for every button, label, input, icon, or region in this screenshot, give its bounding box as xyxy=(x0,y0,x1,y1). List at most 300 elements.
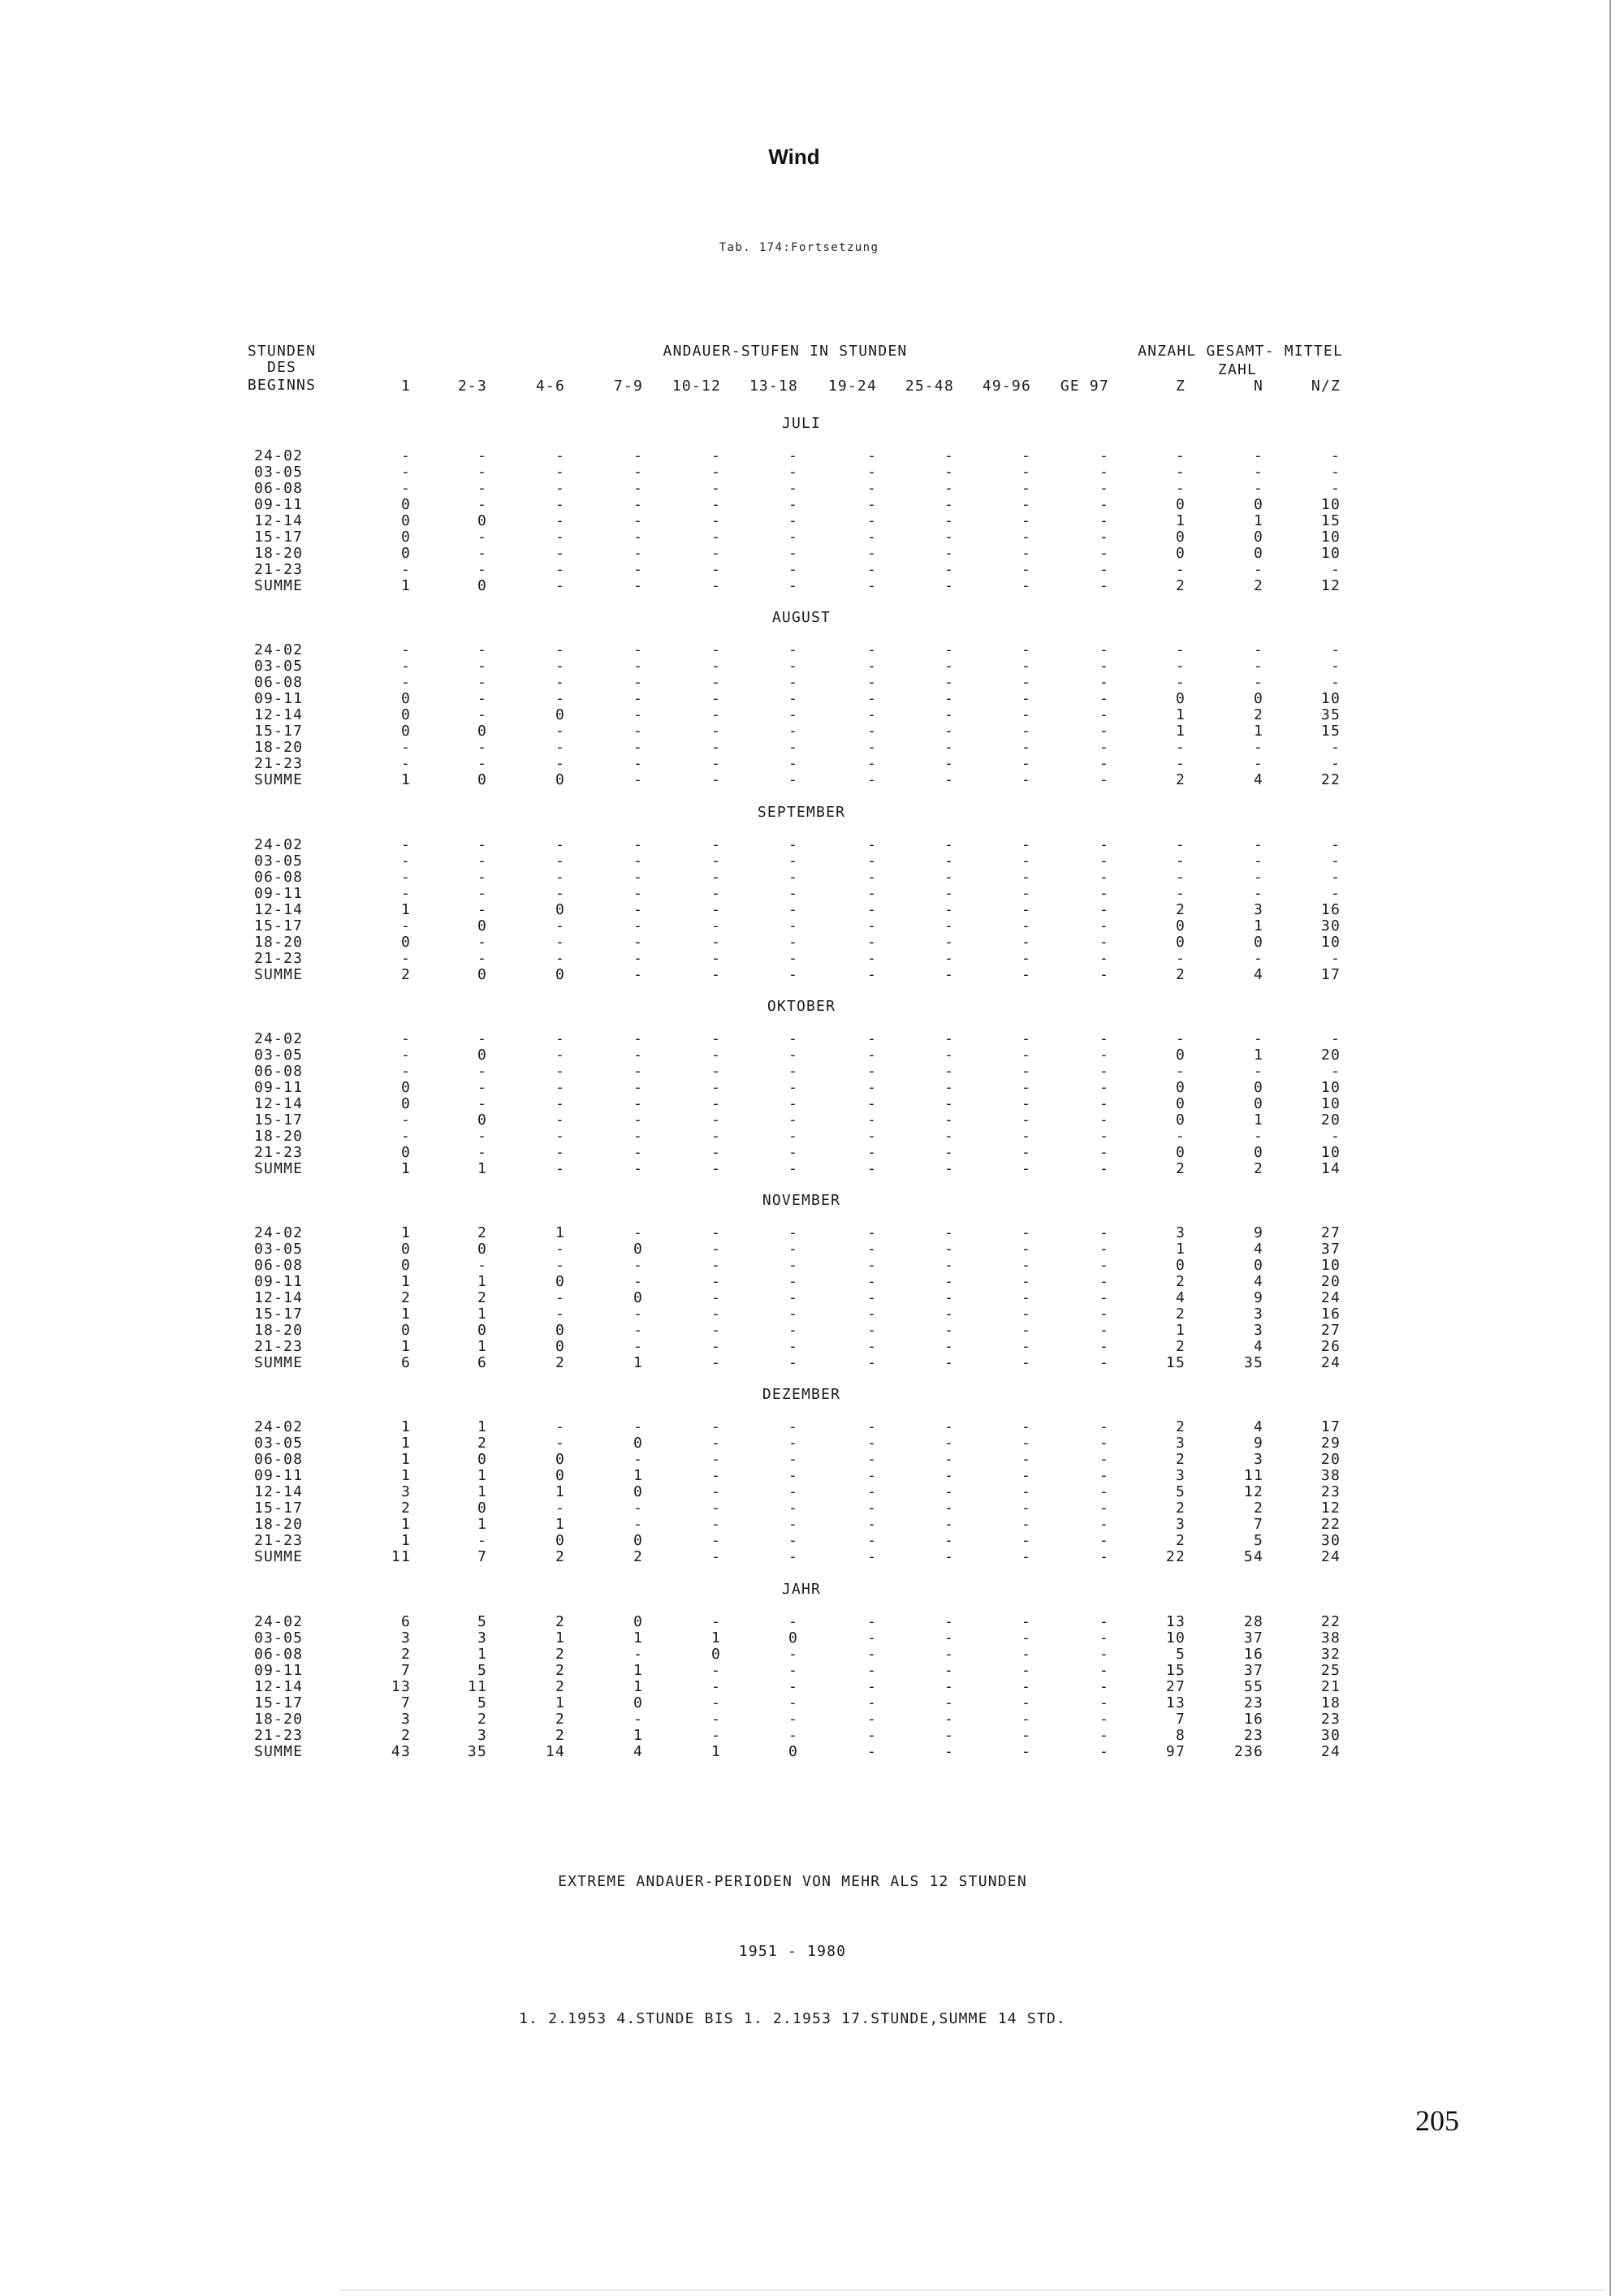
dur-19-24-cell: - xyxy=(866,1159,877,1177)
dur-7-9-cell: - xyxy=(633,480,643,497)
dur-7-9-cell: - xyxy=(633,852,643,870)
row-label: SUMME xyxy=(254,965,304,983)
dur-25-48-cell: - xyxy=(944,1435,954,1452)
dur-2-3-cell: 0 xyxy=(477,723,487,740)
dur-49-96-cell: - xyxy=(1021,1726,1031,1744)
table-row xyxy=(0,675,1624,691)
dur-1-cell: 0 xyxy=(400,1257,411,1275)
dur-13-18-cell: - xyxy=(788,1143,798,1161)
dur-10-12-cell: - xyxy=(710,949,721,967)
dur-2-3-cell: - xyxy=(477,641,487,659)
dur-7-9-cell: - xyxy=(633,706,643,724)
dur-2-3-cell: - xyxy=(477,496,487,513)
mittel-nz-cell: 17 xyxy=(1320,1418,1341,1436)
dur-ge-97-cell: - xyxy=(1099,739,1109,757)
row-header-line-2: DES xyxy=(266,359,297,376)
anzahl-z-cell: - xyxy=(1175,949,1186,967)
dur-10-12-cell: - xyxy=(710,545,721,562)
dur-19-24-cell: - xyxy=(866,739,877,757)
dur-19-24-cell: - xyxy=(866,641,877,659)
dur-2-3-cell: - xyxy=(477,1062,487,1080)
table-row xyxy=(0,756,1624,772)
dur-7-9-cell: - xyxy=(633,545,643,562)
dur-19-24-cell: - xyxy=(866,949,877,967)
dur-10-12-cell: - xyxy=(710,723,721,740)
table-row xyxy=(0,513,1624,529)
dur-7-9-cell: - xyxy=(633,771,643,789)
dur-19-24-cell: - xyxy=(866,755,877,773)
dur-13-18-cell: - xyxy=(788,706,798,724)
dur-ge-97-cell: - xyxy=(1099,723,1109,740)
dur-ge-97-cell: - xyxy=(1099,577,1109,594)
dur-10-12-cell: - xyxy=(710,1467,721,1485)
dur-2-3-cell: 0 xyxy=(477,1111,487,1129)
dur-2-3-cell: 11 xyxy=(467,1677,487,1695)
dur-1-cell: - xyxy=(400,1062,411,1080)
table-row xyxy=(0,707,1624,723)
gesamt-n-cell: 3 xyxy=(1253,1306,1263,1323)
row-label: 09-11 xyxy=(254,496,304,513)
gesamt-n-cell: 0 xyxy=(1253,496,1263,513)
row-label: 21-23 xyxy=(254,1532,304,1550)
row-label: 24-02 xyxy=(254,835,304,853)
dur-19-24-cell: - xyxy=(866,1435,877,1452)
dur-19-24-cell: - xyxy=(866,1306,877,1323)
dur-2-3-cell: - xyxy=(477,933,487,951)
dur-25-48-cell: - xyxy=(944,1224,954,1242)
dur-ge-97-cell: - xyxy=(1099,1046,1109,1064)
dur-7-9-cell: - xyxy=(633,690,643,708)
dur-19-24-cell: - xyxy=(866,529,877,546)
section-title: NOVEMBER xyxy=(762,1192,841,1210)
dur-49-96-cell: - xyxy=(1021,1467,1031,1485)
mittel-nz-cell: 20 xyxy=(1320,1046,1341,1064)
table-row xyxy=(0,1452,1624,1468)
mittel-nz-cell: 10 xyxy=(1320,1094,1341,1112)
dur-13-18-cell: - xyxy=(788,1516,798,1534)
mittel-nz-cell: 16 xyxy=(1320,1306,1341,1323)
dur-1-cell: 11 xyxy=(391,1548,411,1566)
dur-25-48-cell: - xyxy=(944,1338,954,1356)
dur-2-3-cell: - xyxy=(477,900,487,918)
dur-4-6-cell: - xyxy=(555,1046,565,1064)
dur-13-18-cell: - xyxy=(788,1111,798,1129)
dur-4-6-cell: 0 xyxy=(555,1451,565,1469)
mittel-nz-cell: 14 xyxy=(1320,1159,1341,1177)
dur-10-12-cell: - xyxy=(710,447,721,464)
gesamt-n-cell: 3 xyxy=(1253,900,1263,918)
anzahl-z-cell: 5 xyxy=(1175,1645,1186,1663)
dur-19-24-cell: - xyxy=(866,1078,877,1096)
dur-25-48-cell: - xyxy=(944,529,954,546)
dur-4-6-cell: - xyxy=(555,1127,565,1145)
dur-2-3-cell: 7 xyxy=(477,1548,487,1566)
dur-13-18-cell: - xyxy=(788,1612,798,1630)
dur-49-96-cell: - xyxy=(1021,1338,1031,1356)
dur-19-24-cell: - xyxy=(866,1046,877,1064)
dur-10-12-cell: - xyxy=(710,464,721,481)
gesamt-n-cell: - xyxy=(1253,1062,1263,1080)
dur-7-9-cell: 1 xyxy=(633,1629,643,1646)
dur-25-48-cell: - xyxy=(944,512,954,529)
dur-4-6-cell: - xyxy=(555,933,565,951)
dur-4-6-cell: - xyxy=(555,1241,565,1258)
dur-19-24-cell: - xyxy=(866,1094,877,1112)
dur-13-18-cell: - xyxy=(788,1257,798,1275)
dur-25-48-cell: - xyxy=(944,447,954,464)
mittel-nz-cell: 10 xyxy=(1320,1078,1341,1096)
table-sum-row xyxy=(0,578,1624,594)
dur-7-9-cell: - xyxy=(633,917,643,934)
dur-ge-97-cell: - xyxy=(1099,1338,1109,1356)
dur-1-cell: 3 xyxy=(400,1483,411,1501)
dur-1-cell: 6 xyxy=(400,1612,411,1630)
dur-19-24-cell: - xyxy=(866,1742,877,1760)
row-label: 09-11 xyxy=(254,1661,304,1679)
dur-2-3-cell: 2 xyxy=(477,1289,487,1307)
anzahl-z-cell: - xyxy=(1175,739,1186,757)
table-row xyxy=(0,1533,1624,1549)
row-label: 03-05 xyxy=(254,464,304,481)
dur-25-48-cell: - xyxy=(944,1645,954,1663)
dur-1-cell: 13 xyxy=(391,1677,411,1695)
dur-ge-97-cell: - xyxy=(1099,1467,1109,1485)
dur-7-9-cell: - xyxy=(633,1338,643,1356)
dur-ge-97-cell: - xyxy=(1099,868,1109,886)
dur-13-18-cell: - xyxy=(788,1224,798,1242)
dur-7-9-cell: - xyxy=(633,1710,643,1728)
gesamt-n-cell: - xyxy=(1253,674,1263,692)
table-row xyxy=(0,546,1624,562)
table-sum-row xyxy=(0,1744,1624,1760)
anzahl-z-cell: 1 xyxy=(1175,1241,1186,1258)
table-row xyxy=(0,1145,1624,1161)
dur-ge-97-cell: - xyxy=(1099,1548,1109,1566)
dur-4-6-cell: - xyxy=(555,1289,565,1307)
dur-2-3-cell: - xyxy=(477,739,487,757)
dur-25-48-cell: - xyxy=(944,949,954,967)
table-row xyxy=(0,1112,1624,1129)
dur-1-cell: - xyxy=(400,464,411,481)
dur-ge-97-cell: - xyxy=(1099,949,1109,967)
anzahl-z-cell: - xyxy=(1175,1029,1186,1047)
dur-7-9-cell: - xyxy=(633,1029,643,1047)
dur-13-18-cell: - xyxy=(788,1418,798,1436)
anzahl-z-cell: 2 xyxy=(1175,771,1186,789)
dur-7-9-cell: - xyxy=(633,1111,643,1129)
mittel-nz-cell: - xyxy=(1330,480,1341,497)
dur-25-48-cell: - xyxy=(944,1532,954,1550)
dur-49-96-cell: - xyxy=(1021,1418,1031,1436)
anzahl-z-cell: 2 xyxy=(1175,965,1186,983)
anzahl-z-cell: 2 xyxy=(1175,1500,1186,1517)
anzahl-z-cell: - xyxy=(1175,480,1186,497)
table-row xyxy=(0,951,1624,967)
dur-49-96-cell: - xyxy=(1021,1306,1031,1323)
dur-19-24-cell: - xyxy=(866,690,877,708)
dur-2-3-cell: 0 xyxy=(477,1500,487,1517)
gesamt-n-cell: - xyxy=(1253,561,1263,578)
anzahl-z-cell: 1 xyxy=(1175,723,1186,740)
dur-2-3-cell: - xyxy=(477,464,487,481)
dur-ge-97-cell: - xyxy=(1099,1143,1109,1161)
dur-10-12-cell: - xyxy=(710,1322,721,1340)
dur-ge-97-cell: - xyxy=(1099,658,1109,675)
dur-10-12-cell: - xyxy=(710,480,721,497)
dur-25-48-cell: - xyxy=(944,1629,954,1646)
dur-2-3-cell: 1 xyxy=(477,1418,487,1436)
dur-7-9-cell: - xyxy=(633,1159,643,1177)
dur-7-9-cell: - xyxy=(633,723,643,740)
dur-2-3-cell: 3 xyxy=(477,1726,487,1744)
dur-4-6-cell: - xyxy=(555,835,565,853)
mittel-nz-cell: 32 xyxy=(1320,1645,1341,1663)
dur-19-24-cell: - xyxy=(866,1710,877,1728)
table-row xyxy=(0,1031,1624,1047)
dur-ge-97-cell: - xyxy=(1099,917,1109,934)
dur-49-96-cell: - xyxy=(1021,1500,1031,1517)
dur-ge-97-cell: - xyxy=(1099,1257,1109,1275)
dur-13-18-cell: - xyxy=(788,917,798,934)
dur-19-24-cell: - xyxy=(866,1500,877,1517)
mittel-nz-cell: 24 xyxy=(1320,1548,1341,1566)
row-label: 06-08 xyxy=(254,868,304,886)
dur-49-96-cell: - xyxy=(1021,690,1031,708)
dur-25-48-cell: - xyxy=(944,1029,954,1047)
dur-25-48-cell: - xyxy=(944,1111,954,1129)
dur-19-24-cell: - xyxy=(866,1224,877,1242)
table-row xyxy=(0,1306,1624,1323)
table-row xyxy=(0,1630,1624,1646)
column-headers xyxy=(0,378,1624,395)
dur-25-48-cell: - xyxy=(944,755,954,773)
dur-1-cell: 1 xyxy=(400,1435,411,1452)
dur-1-cell: - xyxy=(400,658,411,675)
dur-13-18-cell: - xyxy=(788,1078,798,1096)
dur-4-6-cell: 0 xyxy=(555,1338,565,1356)
dur-10-12-cell: - xyxy=(710,917,721,934)
row-label: 24-02 xyxy=(254,1029,304,1047)
dur-1-cell: 1 xyxy=(400,771,411,789)
dur-25-48-cell: - xyxy=(944,1306,954,1323)
row-label: 12-14 xyxy=(254,1483,304,1501)
table-row xyxy=(0,562,1624,578)
table-row xyxy=(0,1695,1624,1711)
table-row xyxy=(0,853,1624,870)
dur-25-48-cell: - xyxy=(944,1742,954,1760)
dur-2-3-cell: - xyxy=(477,868,487,886)
table-row xyxy=(0,1225,1624,1241)
table-sum-row xyxy=(0,772,1624,788)
extremes-entry: 1. 2.1953 4.STUNDE BIS 1. 2.1953 17.STUNDE,SUMME 14 STD. xyxy=(518,2010,1067,2027)
mittel-nz-cell: 24 xyxy=(1320,1289,1341,1307)
dur-ge-97-cell: - xyxy=(1099,965,1109,983)
dur-49-96-cell: - xyxy=(1021,464,1031,481)
row-label: 15-17 xyxy=(254,1500,304,1517)
dur-19-24-cell: - xyxy=(866,1661,877,1679)
extremes-period: 1951 - 1980 xyxy=(738,1943,847,1960)
dur-19-24-cell: - xyxy=(866,1062,877,1080)
dur-10-12-cell: - xyxy=(710,1677,721,1695)
table-row xyxy=(0,1080,1624,1096)
dur-10-12-cell: - xyxy=(710,1241,721,1258)
row-label: 12-14 xyxy=(254,706,304,724)
dur-4-6-cell: 2 xyxy=(555,1661,565,1679)
anzahl-z-cell: - xyxy=(1175,674,1186,692)
dur-1-cell: 7 xyxy=(400,1694,411,1711)
row-label: 09-11 xyxy=(254,690,304,708)
dur-49-96-cell: - xyxy=(1021,755,1031,773)
dur-49-96-cell: - xyxy=(1021,674,1031,692)
mittel-nz-cell: 20 xyxy=(1320,1111,1341,1129)
table-row xyxy=(0,1646,1624,1663)
dur-10-12-cell: - xyxy=(710,739,721,757)
dur-2-3-cell: - xyxy=(477,561,487,578)
dur-2-3-cell: - xyxy=(477,674,487,692)
dur-13-18-cell: - xyxy=(788,1094,798,1112)
dur-25-48-cell: - xyxy=(944,1046,954,1064)
gesamt-n-cell: 0 xyxy=(1253,1143,1263,1161)
dur-49-96-cell: - xyxy=(1021,1677,1031,1695)
row-label: 09-11 xyxy=(254,1467,304,1485)
anzahl-z-cell: 2 xyxy=(1175,1451,1186,1469)
dur-2-3-cell: 1 xyxy=(477,1483,487,1501)
dur-49-96-cell: - xyxy=(1021,884,1031,902)
row-label: 18-20 xyxy=(254,933,304,951)
dur-2-3-cell: 1 xyxy=(477,1273,487,1291)
table-row xyxy=(0,1711,1624,1728)
table-row xyxy=(0,1290,1624,1306)
row-label: 15-17 xyxy=(254,723,304,740)
mittel-nz-cell: 10 xyxy=(1320,933,1341,951)
dur-2-3-cell: 0 xyxy=(477,1241,487,1258)
dur-19-24-cell: - xyxy=(866,1548,877,1566)
column-header-dur-25-48: 25-48 xyxy=(905,378,954,395)
dur-49-96-cell: - xyxy=(1021,1435,1031,1452)
dur-25-48-cell: - xyxy=(944,1451,954,1469)
dur-1-cell: 0 xyxy=(400,1143,411,1161)
dur-4-6-cell: - xyxy=(555,561,565,578)
anzahl-z-cell: 13 xyxy=(1165,1612,1186,1630)
anzahl-z-cell: - xyxy=(1175,1062,1186,1080)
dur-13-18-cell: - xyxy=(788,1726,798,1744)
mittel-nz-cell: - xyxy=(1330,949,1341,967)
column-header-mittel-nz: N/Z xyxy=(1311,378,1341,395)
mittel-nz-cell: - xyxy=(1330,852,1341,870)
dur-2-3-cell: 0 xyxy=(477,577,487,594)
gesamt-n-cell: 1 xyxy=(1253,512,1263,529)
dur-4-6-cell: - xyxy=(555,723,565,740)
dur-7-9-cell: 1 xyxy=(633,1661,643,1679)
dur-1-cell: 0 xyxy=(400,529,411,546)
mittel-nz-cell: 23 xyxy=(1320,1710,1341,1728)
dur-7-9-cell: - xyxy=(633,835,643,853)
dur-13-18-cell: 0 xyxy=(788,1742,798,1760)
dur-13-18-cell: - xyxy=(788,1306,798,1323)
dur-4-6-cell: - xyxy=(555,641,565,659)
mittel-nz-cell: 12 xyxy=(1320,577,1341,594)
dur-25-48-cell: - xyxy=(944,545,954,562)
anzahl-z-cell: 0 xyxy=(1175,1111,1186,1129)
table-row xyxy=(0,1323,1624,1339)
dur-1-cell: 0 xyxy=(400,1094,411,1112)
dur-2-3-cell: - xyxy=(477,706,487,724)
row-label: 12-14 xyxy=(254,900,304,918)
dur-49-96-cell: - xyxy=(1021,1548,1031,1566)
dur-1-cell: 2 xyxy=(400,1289,411,1307)
row-label: 18-20 xyxy=(254,1516,304,1534)
dur-19-24-cell: - xyxy=(866,933,877,951)
dur-4-6-cell: 2 xyxy=(555,1677,565,1695)
dur-ge-97-cell: - xyxy=(1099,1612,1109,1630)
dur-19-24-cell: - xyxy=(866,464,877,481)
mittel-nz-cell: 17 xyxy=(1320,965,1341,983)
dur-7-9-cell: - xyxy=(633,1143,643,1161)
anzahl-z-cell: - xyxy=(1175,561,1186,578)
table-row xyxy=(0,448,1624,464)
dur-13-18-cell: - xyxy=(788,1694,798,1711)
dur-13-18-cell: - xyxy=(788,1046,798,1064)
dur-1-cell: 1 xyxy=(400,1451,411,1469)
dur-4-6-cell: - xyxy=(555,577,565,594)
dur-49-96-cell: - xyxy=(1021,561,1031,578)
dur-25-48-cell: - xyxy=(944,723,954,740)
mittel-nz-cell: - xyxy=(1330,739,1341,757)
dur-13-18-cell: - xyxy=(788,1661,798,1679)
mittel-nz-cell: 10 xyxy=(1320,529,1341,546)
table-row xyxy=(0,934,1624,951)
dur-1-cell: 0 xyxy=(400,690,411,708)
dur-10-12-cell: - xyxy=(710,965,721,983)
dur-13-18-cell: - xyxy=(788,755,798,773)
dur-1-cell: 1 xyxy=(400,900,411,918)
column-header-dur-1: 1 xyxy=(400,378,411,395)
dur-25-48-cell: - xyxy=(944,1241,954,1258)
mittel-nz-cell: 10 xyxy=(1320,1257,1341,1275)
dur-49-96-cell: - xyxy=(1021,868,1031,886)
gesamt-n-cell: 3 xyxy=(1253,1451,1263,1469)
gesamt-n-cell: 35 xyxy=(1243,1354,1263,1372)
stats-subheader: ZAHL xyxy=(1217,361,1258,378)
gesamt-n-cell: 0 xyxy=(1253,1257,1263,1275)
gesamt-n-cell: 5 xyxy=(1253,1532,1263,1550)
row-label: 03-05 xyxy=(254,1241,304,1258)
row-label: 15-17 xyxy=(254,1306,304,1323)
dur-13-18-cell: - xyxy=(788,464,798,481)
dur-7-9-cell: - xyxy=(633,1078,643,1096)
dur-4-6-cell: - xyxy=(555,1111,565,1129)
row-label: SUMME xyxy=(254,1354,304,1372)
dur-19-24-cell: - xyxy=(866,1612,877,1630)
dur-49-96-cell: - xyxy=(1021,965,1031,983)
dur-49-96-cell: - xyxy=(1021,1257,1031,1275)
dur-2-3-cell: - xyxy=(477,949,487,967)
table-row xyxy=(0,1679,1624,1695)
dur-1-cell: 0 xyxy=(400,512,411,529)
dur-4-6-cell: 0 xyxy=(555,1273,565,1291)
dur-1-cell: - xyxy=(400,835,411,853)
dur-2-3-cell: - xyxy=(477,1094,487,1112)
dur-7-9-cell: 1 xyxy=(633,1677,643,1695)
dur-2-3-cell: 1 xyxy=(477,1645,487,1663)
dur-49-96-cell: - xyxy=(1021,1612,1031,1630)
dur-10-12-cell: - xyxy=(710,641,721,659)
dur-25-48-cell: - xyxy=(944,1710,954,1728)
dur-1-cell: - xyxy=(400,641,411,659)
anzahl-z-cell: 15 xyxy=(1165,1661,1186,1679)
mittel-nz-cell: 30 xyxy=(1320,917,1341,934)
dur-25-48-cell: - xyxy=(944,690,954,708)
